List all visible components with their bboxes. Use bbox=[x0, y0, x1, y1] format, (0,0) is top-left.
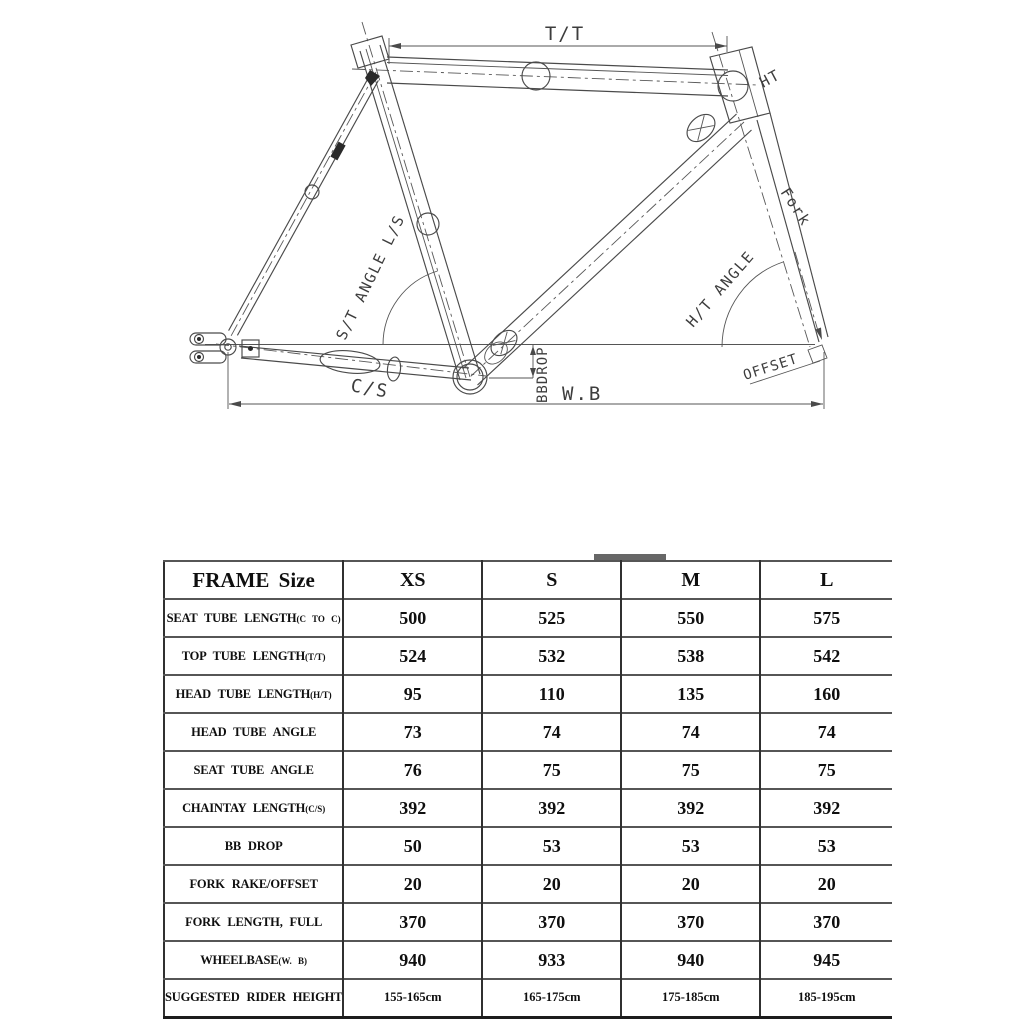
table-row bbox=[164, 865, 892, 903]
col-header-frame-size: FRAME Size bbox=[192, 567, 315, 592]
wheelbase-label: W.B bbox=[562, 383, 603, 405]
row-label: SEAT TUBE ANGLE bbox=[193, 762, 314, 777]
spec-value: 20 bbox=[621, 865, 760, 903]
spec-value: 20 bbox=[760, 865, 892, 903]
row-label: SEAT TUBE LENGTH(C TO C) bbox=[166, 610, 341, 625]
row-label: TOP TUBE LENGTH(T/T) bbox=[181, 648, 326, 663]
spec-value: 392 bbox=[482, 789, 621, 827]
spec-value: 76 bbox=[343, 751, 482, 789]
spec-value: 50 bbox=[343, 827, 482, 865]
spec-value: 185-195cm bbox=[760, 979, 892, 1017]
spec-value: 110 bbox=[482, 675, 621, 713]
spec-value: 20 bbox=[343, 865, 482, 903]
spec-value: 945 bbox=[760, 941, 892, 979]
geometry-table bbox=[163, 560, 892, 1019]
table-row bbox=[164, 827, 892, 865]
spec-value: 53 bbox=[621, 827, 760, 865]
spec-value: 74 bbox=[482, 713, 621, 751]
table-row bbox=[164, 979, 892, 1017]
table-row bbox=[164, 751, 892, 789]
bb-drop-dimension bbox=[489, 345, 551, 403]
row-label: FORK RAKE/OFFSET bbox=[189, 876, 318, 891]
spec-value: 53 bbox=[482, 827, 621, 865]
spec-value: 175-185cm bbox=[621, 979, 760, 1017]
spec-value: 160 bbox=[760, 675, 892, 713]
spec-value: 370 bbox=[482, 903, 621, 941]
table-row bbox=[164, 599, 892, 637]
spec-value: 74 bbox=[760, 713, 892, 751]
spec-value: 20 bbox=[482, 865, 621, 903]
fork-label: Fork bbox=[776, 184, 815, 230]
spec-value: 74 bbox=[621, 713, 760, 751]
col-header-l: L bbox=[760, 561, 892, 599]
spec-value: 550 bbox=[621, 599, 760, 637]
col-header-xs: XS bbox=[343, 561, 482, 599]
spec-value: 165-175cm bbox=[482, 979, 621, 1017]
spec-value: 155-165cm bbox=[343, 979, 482, 1017]
spec-value: 73 bbox=[343, 713, 482, 751]
table-row bbox=[164, 789, 892, 827]
spec-value: 370 bbox=[343, 903, 482, 941]
spec-value: 53 bbox=[760, 827, 892, 865]
spec-value: 392 bbox=[621, 789, 760, 827]
spec-value: 392 bbox=[343, 789, 482, 827]
offset-label: OFFSET bbox=[741, 351, 801, 384]
row-label: WHEELBASE(W. B) bbox=[200, 952, 308, 967]
spec-value: 940 bbox=[343, 941, 482, 979]
spec-value: 370 bbox=[621, 903, 760, 941]
col-header-m: M bbox=[621, 561, 760, 599]
row-label: FORK LENGTH, FULL bbox=[185, 914, 323, 929]
chain-stay bbox=[216, 344, 486, 403]
spec-value: 575 bbox=[760, 599, 892, 637]
bb-drop-label: BBDROP bbox=[535, 346, 551, 403]
offset-dimension bbox=[741, 345, 827, 384]
table-row bbox=[164, 903, 892, 941]
spec-value: 95 bbox=[343, 675, 482, 713]
spec-value: 525 bbox=[482, 599, 621, 637]
row-label: HEAD TUBE ANGLE bbox=[191, 724, 317, 739]
head-tube-angle bbox=[682, 247, 783, 347]
table-row bbox=[164, 941, 892, 979]
spec-value: 933 bbox=[482, 941, 621, 979]
spec-value: 75 bbox=[621, 751, 760, 789]
wheelbase-dimension bbox=[228, 352, 824, 409]
spec-value: 940 bbox=[621, 941, 760, 979]
spec-value: 538 bbox=[621, 637, 760, 675]
table-row bbox=[164, 637, 892, 675]
fork bbox=[757, 113, 828, 342]
row-label: SUGGESTED RIDER HEIGHT bbox=[165, 990, 343, 1005]
col-header-s: S bbox=[482, 561, 621, 599]
spec-value: 500 bbox=[343, 599, 482, 637]
chainstay-label: C/S bbox=[349, 375, 391, 403]
top-tube bbox=[352, 57, 758, 96]
spec-value: 75 bbox=[482, 751, 621, 789]
top-tube-label: T/T bbox=[544, 23, 586, 45]
table-header-row bbox=[164, 561, 892, 599]
spec-value: 524 bbox=[343, 637, 482, 675]
row-label: BB DROP bbox=[224, 838, 283, 853]
spec-value: 392 bbox=[760, 789, 892, 827]
table-row bbox=[164, 675, 892, 713]
head-tube-angle-label: H/T ANGLE bbox=[682, 247, 759, 331]
row-label: HEAD TUBE LENGTH(H/T) bbox=[175, 686, 332, 701]
spec-value: 75 bbox=[760, 751, 892, 789]
down-tube bbox=[463, 109, 752, 385]
seat-tube-angle-label: S/T ANGLE L/S bbox=[332, 211, 409, 343]
spec-value: 370 bbox=[760, 903, 892, 941]
head-tube-label: HT bbox=[756, 65, 784, 92]
spec-table-body bbox=[164, 599, 892, 1017]
spec-value: 135 bbox=[621, 675, 760, 713]
table-row bbox=[164, 713, 892, 751]
row-label: CHAINTAY LENGTH(C/S) bbox=[182, 800, 326, 815]
spec-value: 542 bbox=[760, 637, 892, 675]
spec-value: 532 bbox=[482, 637, 621, 675]
top-tube-dimension bbox=[389, 23, 727, 64]
